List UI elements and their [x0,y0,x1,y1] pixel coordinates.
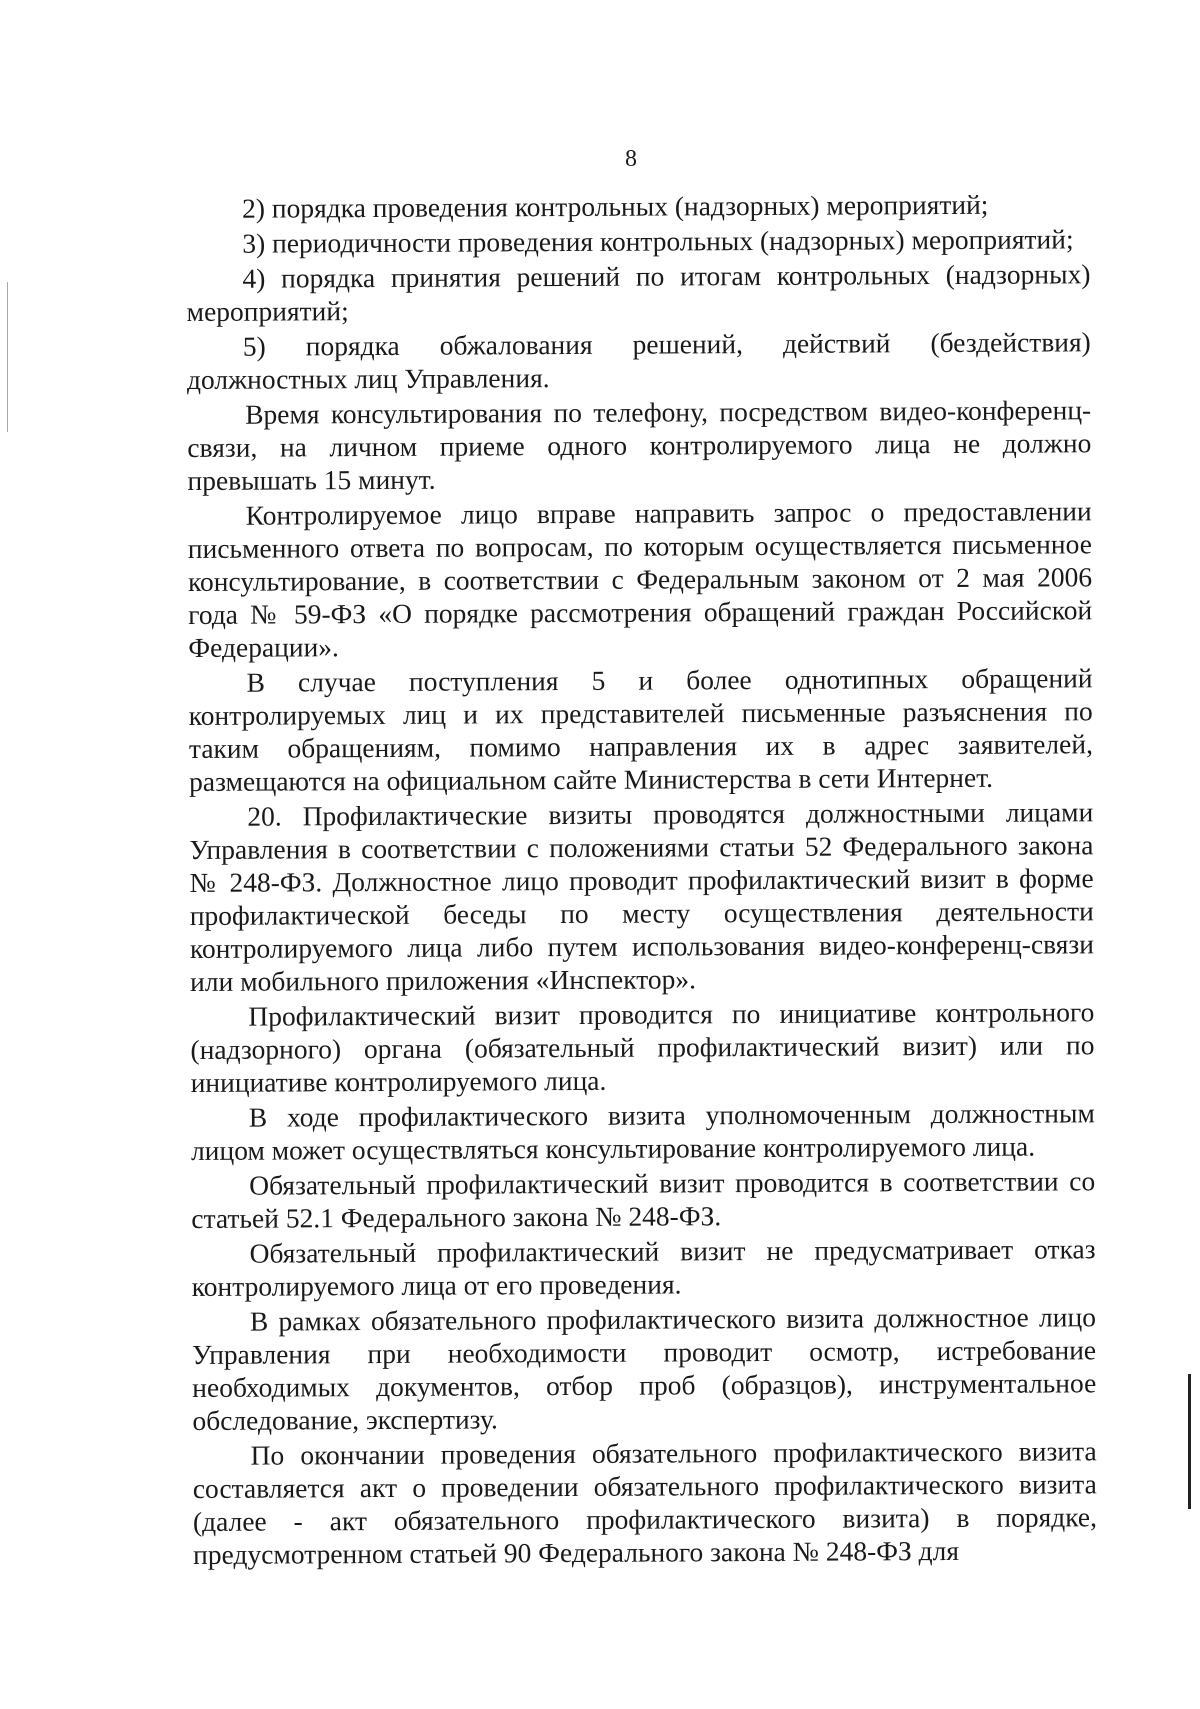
paragraph-no-refusal: Обязательный профилактический визит не предусматривает отказ контролируемого лица от его проведения. [191,1233,1096,1302]
list-item-4: 4) порядка принятия решений по итогам контрольных (надзорных) мероприятий; [186,258,1091,327]
paragraph-consultation-time: Время консультирования по телефону, посредством видео-конференц- связи, на личном приеме одного контролируемого лица не должно превышать 15 минут. [187,394,1092,496]
scan-edge-mark-left [7,282,8,432]
list-item-3: 3) периодичности проведения контрольных (надзорных) мероприятий; [242,223,1074,259]
paragraph-visit-scope: В рамках обязательного профилактического визита должностное лицо Управления при необходимости проводит осмотр, истребование необходимых документов, отбор проб (образцов), инструментальное обследование, экспертизу. [192,1301,1097,1436]
paragraph-item-20: 20. Профилактические визиты проводятся должностными лицами Управления в соответствии с положениями статьи 52 Федерального закона № 248-ФЗ. Должностное лицо проводит профилактический визит в форме профилактической беседы по месту осуществления деятельности контролируемого лица либо путем использования видео-конференц-связи или мобильного приложения «Инспектор». [189,796,1095,997]
list-item-2: 2) порядка проведения контрольных (надзорных) мероприятий; [242,188,989,224]
paragraph-visit-initiative: Профилактический визит проводится по инициативе контрольного (надзорного) органа (обязательный профилактический визит) или по инициативе контролируемого лица. [190,996,1095,1098]
paragraph-uniform-requests: В случае поступления 5 и более однотипных обращений контролируемых лиц и их представителей письменные разъяснения по таким обращениям, помимо направления их в адрес заявителей, размещаются на официальном сайте Министерства в сети Интернет. [188,662,1093,797]
scan-edge-mark-right [1188,1374,1191,1509]
list-item-5: 5) порядка обжалования решений, действий (бездействия) должностных лиц Управления. [186,326,1091,395]
paragraph-mandatory-visit-article: Обязательный профилактический визит проводится в соответствии со статьей 52.1 Федерального закона № 248-ФЗ. [191,1165,1096,1234]
paragraph-written-request: Контролируемое лицо вправе направить запрос о предоставлении письменного ответа по вопросам, по которым осуществляется письменное консультирование, в соответствии с Федеральным законом от 2 мая 2006 года № 59-ФЗ «О порядке рассмотрения обращений граждан Российской Федерации». [187,495,1093,663]
paragraph-visit-consulting: В ходе профилактического визита уполномоченным должностным лицом может осуществляться консультирование контролируемого лица. [190,1097,1095,1166]
paragraph-visit-act: По окончании проведения обязательного профилактического визита составляется акт о проведении обязательного профилактического визита (далее - акт обязательного профилактического визита) в порядке, предусмотренном статьей 90 Федерального закона № 248-ФЗ для [192,1435,1098,1570]
document-body [186,187,1097,1573]
page-number: 8 [625,146,637,172]
